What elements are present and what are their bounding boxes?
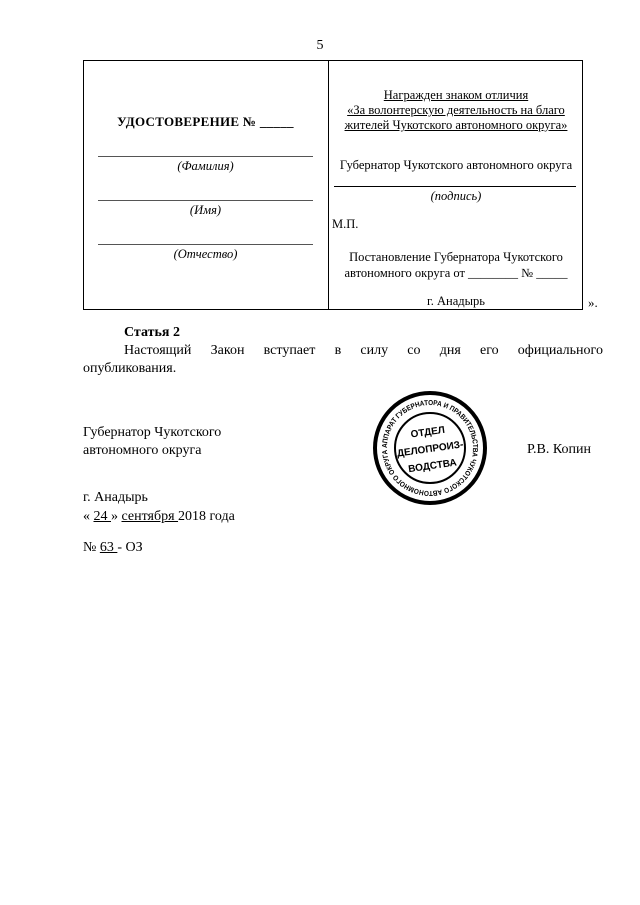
date-month: сентября <box>121 509 179 524</box>
article-word: Закон <box>210 343 245 358</box>
article-word: его <box>479 343 499 358</box>
certificate-divider <box>328 61 329 309</box>
award-line: «За волонтерскую деятельность на благо <box>347 103 565 117</box>
decree-text <box>330 249 582 281</box>
number-suffix: - ОЗ <box>117 540 143 555</box>
position-line: автономного округа <box>83 443 202 458</box>
article-word: Настоящий <box>124 343 192 358</box>
article-title: Статья 2 <box>124 325 180 340</box>
certificate-form <box>83 60 583 310</box>
page-number: 5 <box>316 38 324 53</box>
article-word: со <box>407 343 421 358</box>
number-prefix: № <box>83 540 97 555</box>
surname-line <box>98 156 313 157</box>
stamp-center-line: ОТДЕЛ <box>410 424 446 441</box>
adoption-date <box>83 507 235 526</box>
stamp-ring-text: АППАРАТ ГУБЕРНАТОРА И ПРАВИТЕЛЬСТВА ЧУКОТСКОГО АВТОНОМНОГО ОКРУГА <box>379 397 481 499</box>
date-day: 24 <box>93 509 111 524</box>
article-word: дня <box>439 343 461 358</box>
article-word: силу <box>360 343 389 358</box>
patronymic-line <box>98 244 313 245</box>
article-word: вступает <box>263 343 316 358</box>
closing-quote: ». <box>588 295 598 310</box>
signature-line <box>334 186 576 187</box>
decree-line: Постановление Губернатора Чукотского <box>349 250 563 264</box>
seal-place-label: М.П. <box>332 217 359 231</box>
number-value: 63 <box>99 540 118 555</box>
signature-label: (подпись) <box>430 189 482 203</box>
official-stamp <box>372 390 488 506</box>
stamp-center-line: ВОДСТВА <box>407 457 458 476</box>
first-name-line <box>98 200 313 201</box>
surname-label: (Фамилия) <box>177 159 234 173</box>
certificate-title: УДОСТОВЕРЕНИЕ № _____ <box>117 114 294 129</box>
decree-line: автономного округа от ________ № _____ <box>344 266 568 280</box>
article-body <box>83 342 603 378</box>
first-name-label: (Имя) <box>189 203 222 217</box>
adoption-city: г. Анадырь <box>83 490 148 505</box>
award-text <box>330 88 582 133</box>
law-number <box>83 540 143 556</box>
date-open-quote: « <box>83 509 90 524</box>
date-close-quote: » <box>111 509 118 524</box>
adoption-place-date <box>83 488 235 526</box>
award-line: жителей Чукотского автономного округа» <box>344 118 568 132</box>
governor-title: Губернатор Чукотского автономного округа <box>339 158 573 172</box>
article-word: официального <box>517 343 603 358</box>
position-line: Губернатор Чукотского <box>83 425 222 440</box>
stamp-center-line: ДЕЛОПРОИЗ- <box>396 439 465 460</box>
article-line-1 <box>83 342 603 360</box>
governor-name: Р.В. Копин <box>527 442 591 457</box>
governor-position <box>83 424 221 460</box>
certificate-city: г. Анадырь <box>427 294 485 308</box>
date-year: 2018 года <box>178 509 235 524</box>
award-line: Награжден знаком отличия <box>383 88 529 102</box>
article-word: в <box>334 343 342 358</box>
patronymic-label: (Отчество) <box>173 247 238 261</box>
article-line-2: опубликования. <box>83 361 177 376</box>
